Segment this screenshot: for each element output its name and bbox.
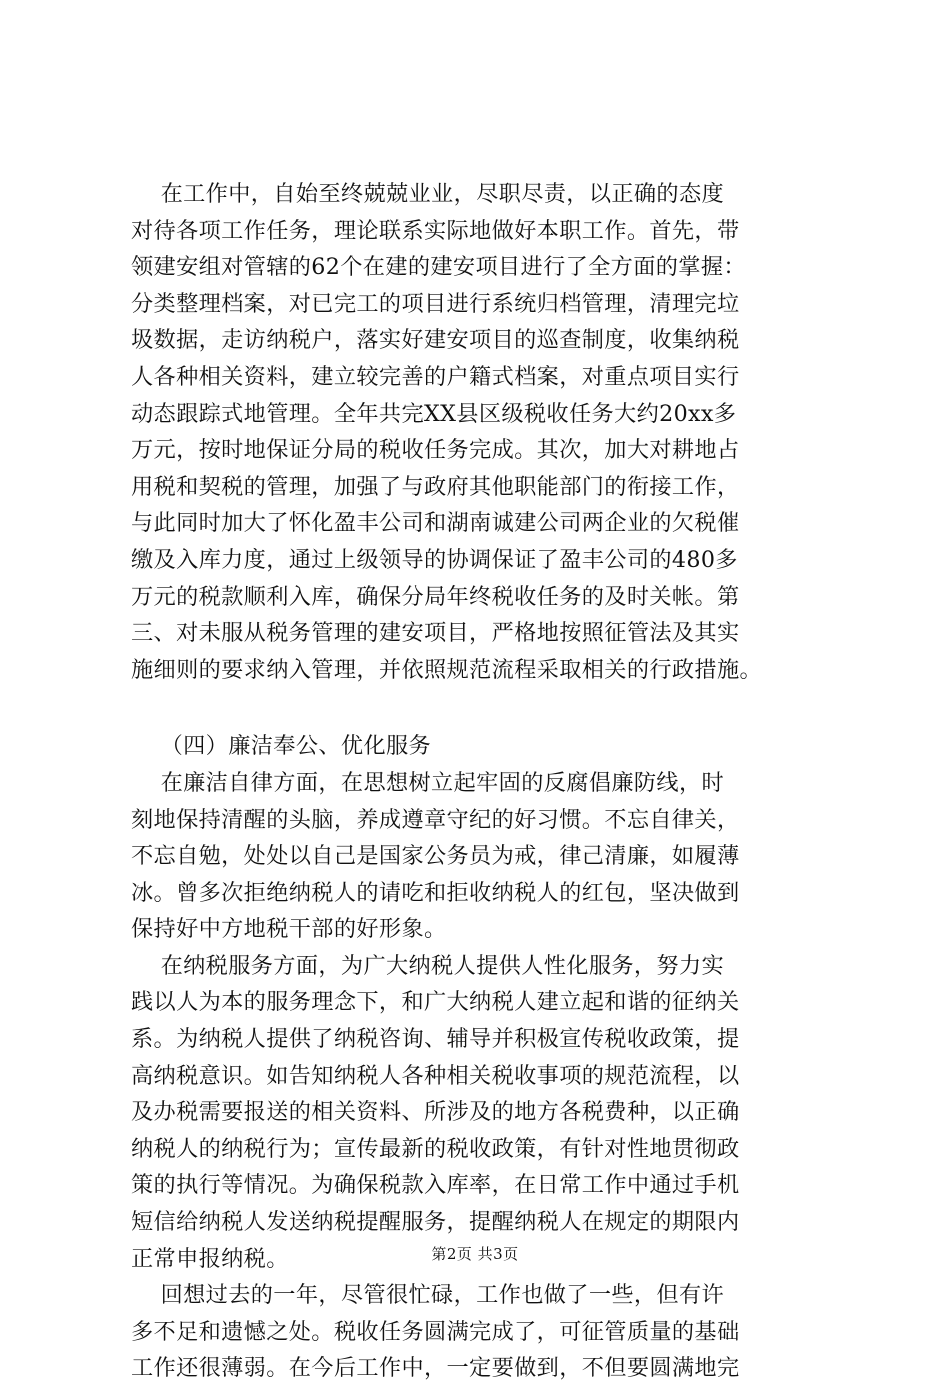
text-line: 领建安组对管辖的62个在建的建安项目进行了全方面的掌握： [131,254,746,281]
paragraph-gap [131,688,831,728]
text-line: 正常申报纳税。 [131,1245,289,1272]
text-line: 及办税需要报送的相关资料、所涉及的地方各税费种，以正确 [131,1099,740,1126]
text-line: 在工作中，自始至终兢兢业业，尽职尽责，以正确的态度 [131,181,725,207]
text-line: 短信给纳税人发送纳税提醒服务，提醒纳税人在规定的期限内 [131,1209,740,1236]
text-line: 在纳税服务方面，为广大纳税人提供人性化服务，努力实 [131,952,725,979]
text-line: 刻地保持清醒的头脑，养成遵章守纪的好习惯。不忘自律关， [131,806,740,833]
text-line: 用税和契税的管理，加强了与政府其他职能部门的衔接工作， [131,473,740,500]
text-line: 人各种相关资料，建立较完善的户籍式档案，对重点项目实行 [131,363,740,390]
text-line: 施细则的要求纳入管理，并依照规范流程采取相关的行政措施。 [131,656,763,683]
text-line: 保持好中方地税干部的好形象。 [131,916,447,943]
paragraph-integrity-service [131,765,831,1387]
text-line: 纳税人的纳税行为；宣传最新的税收政策，有针对性地贯彻政 [131,1135,740,1162]
text-line: 与此同时加大了怀化盈丰公司和湖南诚建公司两企业的欠税催 [131,510,740,537]
text-line: 策的执行等情况。为确保税款入库率，在日常工作中通过手机 [131,1172,740,1199]
text-line: 分类整理档案，对已完工的项目进行系统归档管理，清理完垃 [131,290,740,317]
text-line: 缴及入库力度，通过上级领导的协调保证了盈丰公司的480多 [131,546,738,573]
text-line: 动态跟踪式地管理。全年共完XX县区级税收任务大约20xx多 [131,400,737,427]
text-line: 对待各项工作任务，理论联系实际地做好本职工作。首先，带 [131,217,740,244]
text-line: 冰。曾多次拒绝纳税人的请吃和拒收纳税人的红包，坚决做到 [131,879,740,906]
document-body [131,176,831,1387]
text-line: 践以人为本的服务理念下，和广大纳税人建立起和谐的征纳关 [131,989,740,1016]
text-line: 多不足和遗憾之处。税收任务圆满完成了，可征管质量的基础 [131,1318,740,1345]
page-number-footer: 第2页 共3页 [431,1245,519,1263]
text-line: 回想过去的一年，尽管很忙碌，工作也做了一些，但有许 [131,1282,725,1309]
text-line: 不忘自勉，处处以自己是国家公务员为戒，律己清廉，如履薄 [131,843,740,870]
text-line: 万元，按时地保证分局的税收任务完成。其次，加大对耕地占 [131,437,740,464]
text-line: 高纳税意识。如告知纳税人各种相关税收事项的规范流程，以 [131,1062,740,1089]
text-line: 圾数据，走访纳税户，落实好建安项目的巡查制度，收集纳税 [131,327,740,354]
text-line: 工作还很薄弱。在今后工作中，一定要做到，不但要圆满地完 [131,1355,740,1382]
paragraph-tax-work [131,176,831,688]
text-line: 万元的税款顺利入库，确保分局年终税收任务的及时关帐。第 [131,583,740,610]
section-heading: （四）廉洁奉公、优化服务 [131,733,432,760]
text-line: 三、对未服从税务管理的建安项目，严格地按照征管法及其实 [131,620,740,647]
text-line: 在廉洁自律方面，在思想树立起牢固的反腐倡廉防线，时 [131,769,725,796]
text-line: 系。为纳税人提供了纳税咨询、辅导并积极宣传税收政策，提 [131,1026,740,1053]
